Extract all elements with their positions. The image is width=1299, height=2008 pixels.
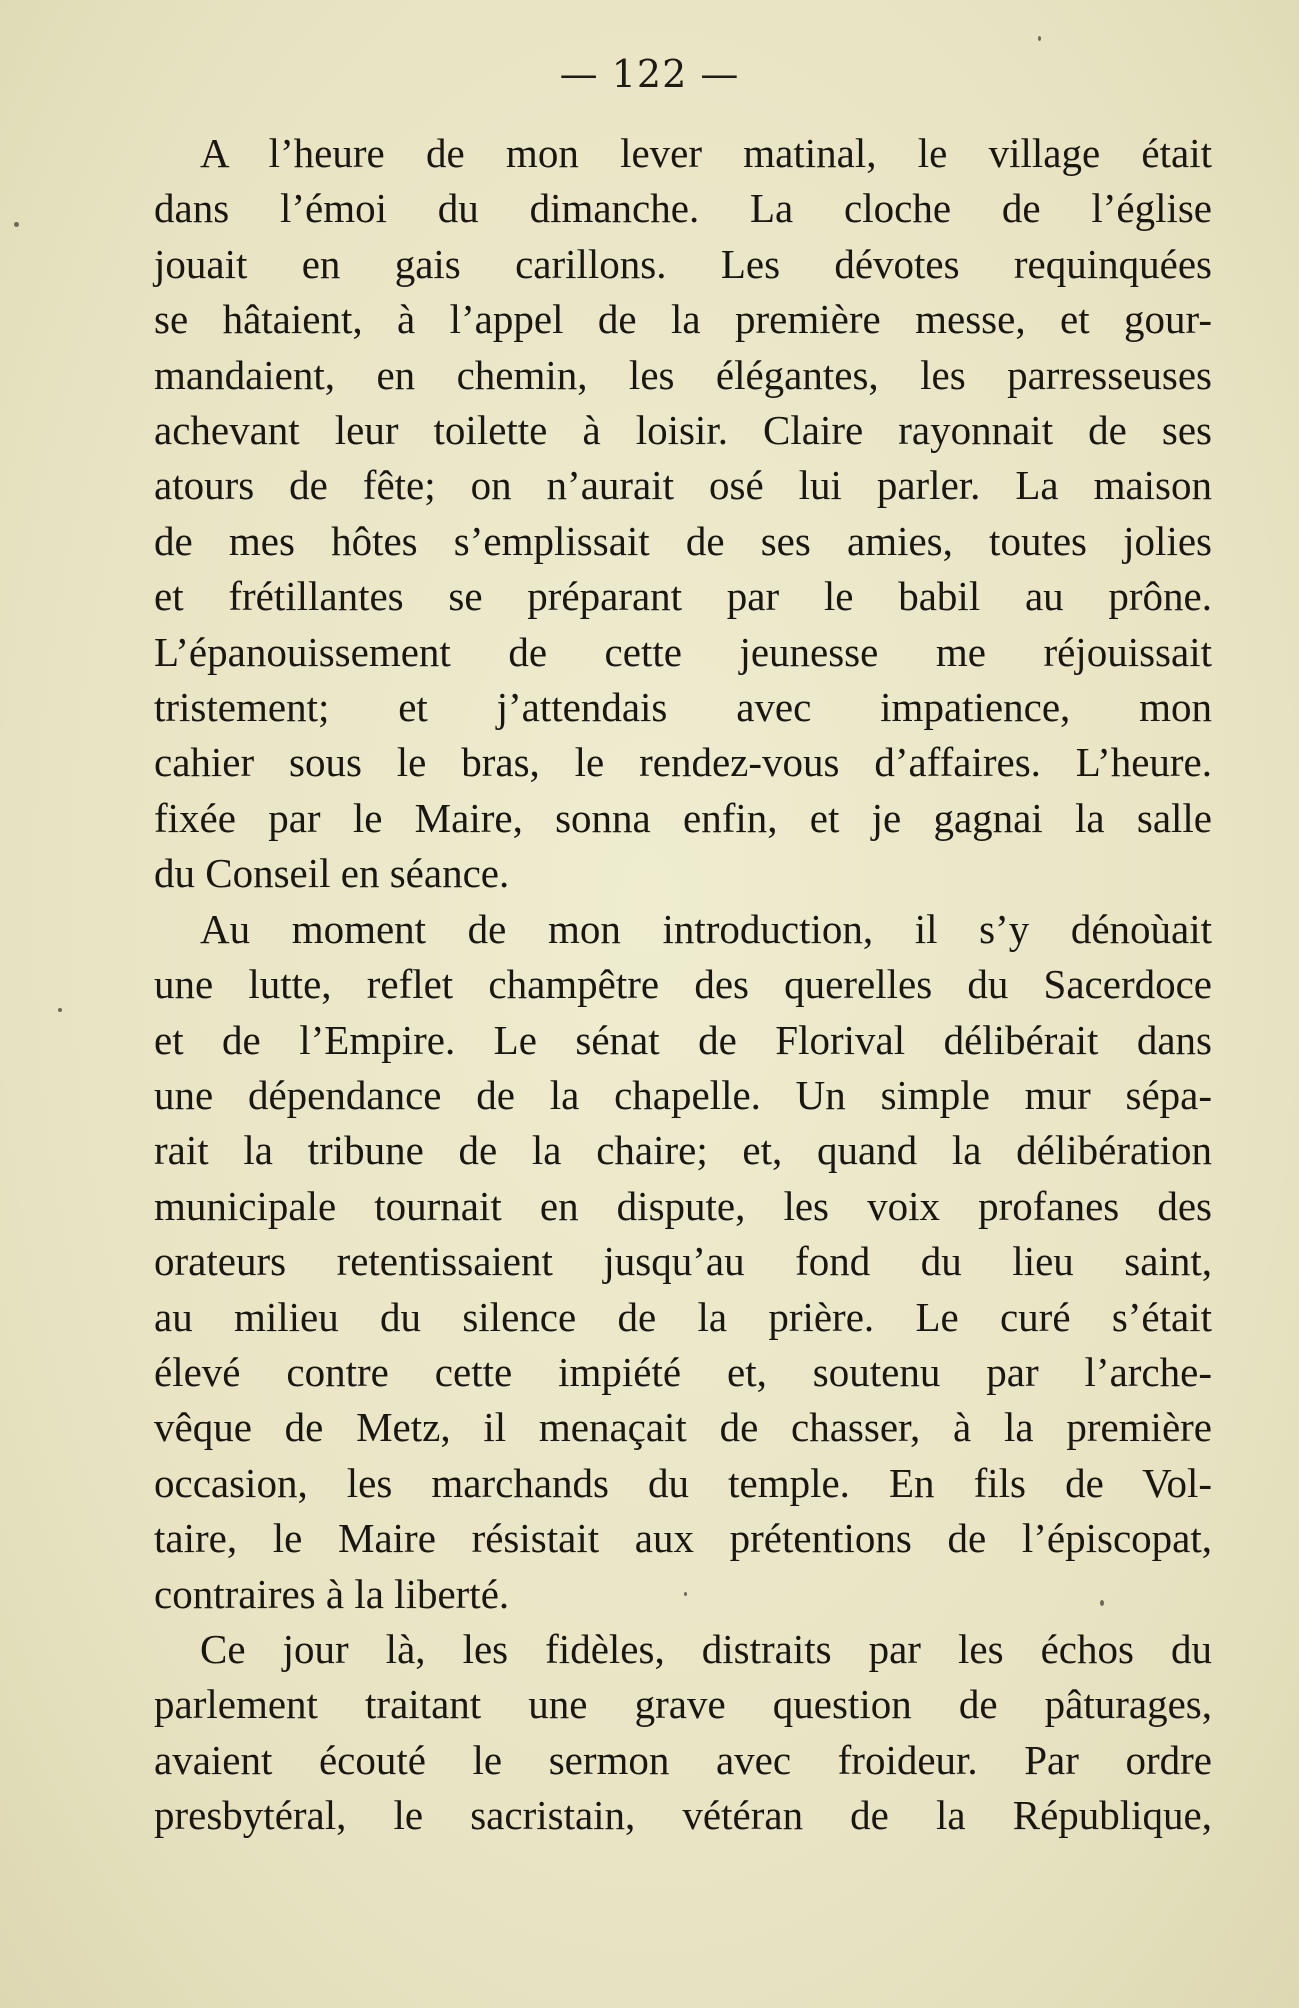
paragraph-3 xyxy=(154,1622,1212,1844)
paper-speck xyxy=(1038,36,1041,41)
text-line: au milieu du silence de la prière. Le curé s’était xyxy=(154,1293,1212,1340)
text-line: cahier sous le bras, le rendez-vous d’affaires. L’heure. xyxy=(154,739,1212,786)
paragraph-1 xyxy=(154,126,1212,902)
paper-speck xyxy=(14,222,19,227)
text-line: L’épanouissement de cette jeunesse me réjouissait xyxy=(154,628,1212,675)
text-line: dans l’émoi du dimanche. La cloche de l’église xyxy=(154,185,1212,232)
text-line: et frétillantes se préparant par le babil au prône. xyxy=(154,573,1212,620)
text-line: Au moment de mon introduction, il s’y dénoùait xyxy=(200,905,1212,952)
paper-speck xyxy=(1100,1600,1104,1606)
text-line: parlement traitant une grave question de pâturages, xyxy=(154,1681,1212,1728)
text-line: A l’heure de mon lever matinal, le village était xyxy=(200,130,1212,176)
text-line: avaient écouté le sermon avec froideur. Par ordre xyxy=(154,1736,1212,1783)
text-line: atours de fête; on n’aurait osé lui parler. La maison xyxy=(154,462,1212,509)
text-line: se hâtaient, à l’appel de la première messe, et gour- xyxy=(154,296,1212,343)
text-line: occasion, les marchands du temple. En fils de Vol- xyxy=(154,1459,1212,1506)
text-line: tristement; et j’attendais avec impatience, mon xyxy=(154,684,1212,731)
text-line: de mes hôtes s’emplissait de ses amies, toutes jolies xyxy=(154,517,1212,564)
text-line: vêque de Metz, il menaçait de chasser, à la première xyxy=(154,1404,1212,1451)
text-line: élevé contre cette impiété et, soutenu par l’arche- xyxy=(154,1348,1212,1395)
text-line: une dépendance de la chapelle. Un simple mur sépa- xyxy=(154,1071,1212,1118)
text-line: une lutte, reflet champêtre des querelles du Sacerdoce xyxy=(154,961,1212,1008)
text-line: Ce jour là, les fidèles, distraits par les échos du xyxy=(200,1625,1212,1672)
text-line: et de l’Empire. Le sénat de Florival délibérait dans xyxy=(154,1016,1212,1063)
text-line: presbytéral, le sacristain, vétéran de la République, xyxy=(154,1792,1212,1839)
text-line: achevant leur toilette à loisir. Claire rayonnait de ses xyxy=(154,407,1212,454)
text-line: rait la tribune de la chaire; et, quand la délibération xyxy=(154,1127,1212,1174)
text-line: jouait en gais carillons. Les dévotes requinquées xyxy=(154,240,1212,287)
paragraph-2 xyxy=(154,902,1212,1622)
page-number: — 122 — xyxy=(559,52,740,96)
paper-speck xyxy=(58,1008,62,1012)
text-line: orateurs retentissaient jusqu’au fond du lieu saint, xyxy=(154,1238,1212,1285)
text-line: mandaient, en chemin, les élégantes, les parresseuses xyxy=(154,351,1212,398)
paper-speck xyxy=(684,1592,687,1596)
text-line: contraires à la liberté. xyxy=(154,1570,510,1617)
text-line: municipale tournait en dispute, les voix profanes des xyxy=(154,1182,1212,1229)
text-line: fixée par le Maire, sonna enfin, et je gagnai la salle xyxy=(154,794,1212,841)
text-line: taire, le Maire résistait aux prétentions de l’épiscopat, xyxy=(154,1515,1212,1562)
text-line: du Conseil en séance. xyxy=(154,850,510,897)
body-text xyxy=(154,126,1212,1844)
